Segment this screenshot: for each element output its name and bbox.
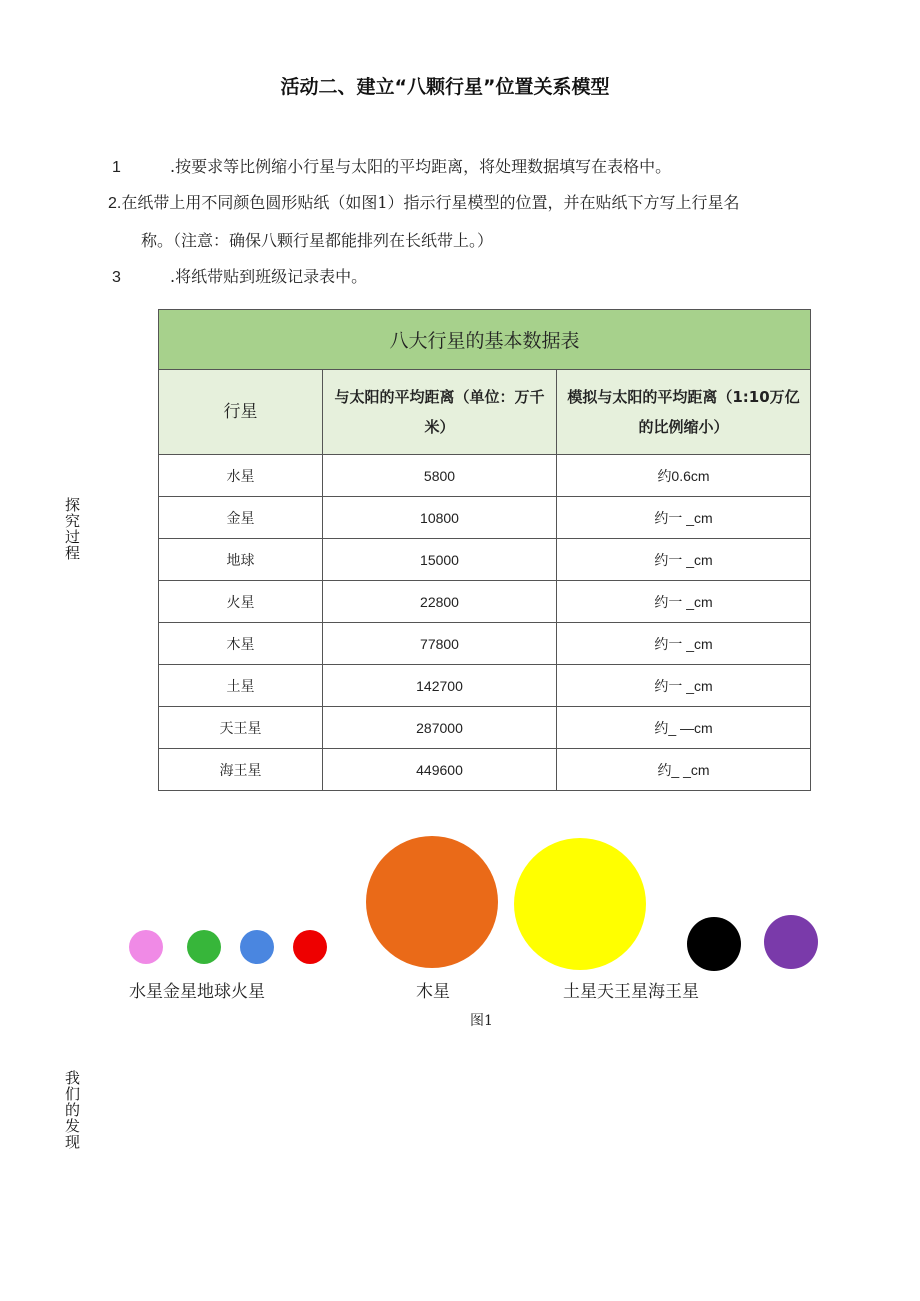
planet-scaled-distance[interactable]: 约一 _cm xyxy=(557,581,811,623)
planet-name: 天王星 xyxy=(159,707,323,749)
side-label-findings: 我们的发现 xyxy=(63,1070,81,1150)
step-1-text: .按要求等比例缩小行星与太阳的平均距离，将处理数据填写在表格中。 xyxy=(170,157,672,176)
side-label-process: 探究过程 xyxy=(63,497,81,561)
planet-distance: 5800 xyxy=(323,455,557,497)
table-row xyxy=(159,665,811,707)
jupiter-sticker xyxy=(366,836,498,968)
planet-distance: 287000 xyxy=(323,707,557,749)
step-2 xyxy=(108,190,740,213)
step-3-text: .将纸带贴到班级记录表中。 xyxy=(170,267,368,286)
planet-scaled-distance[interactable]: 约一 _cm xyxy=(557,665,811,707)
planet-name: 火星 xyxy=(159,581,323,623)
step-2-number: 2. xyxy=(108,195,122,212)
outer-planets-label: 土星天王星海王星 xyxy=(563,982,699,1002)
table-row xyxy=(159,539,811,581)
table-row xyxy=(159,623,811,665)
table-header-row xyxy=(159,370,811,455)
table-row xyxy=(159,581,811,623)
step-3 xyxy=(112,264,367,287)
step-1-number: 1 xyxy=(112,159,121,176)
table-row xyxy=(159,455,811,497)
header-planet: 行星 xyxy=(159,370,323,455)
planet-scaled-distance[interactable]: 约0.6cm xyxy=(557,455,811,497)
step-3-number: 3 xyxy=(112,269,121,286)
step-2-continuation: 称。（注意：确保八颗行星都能排列在长纸带上。） xyxy=(141,231,494,250)
planet-name: 土星 xyxy=(159,665,323,707)
planet-distance: 22800 xyxy=(323,581,557,623)
header-scaled-distance: 模拟与太阳的平均距离（1:10万亿的比例缩小） xyxy=(557,370,811,455)
planet-scaled-distance[interactable]: 约一 _cm xyxy=(557,623,811,665)
mercury-sticker xyxy=(129,930,163,964)
planet-scaled-distance[interactable]: 约_ _cm xyxy=(557,749,811,791)
table-caption: 八大行星的基本数据表 xyxy=(159,310,811,370)
planet-scaled-distance[interactable]: 约一 _cm xyxy=(557,539,811,581)
step-2-text: 在纸带上用不同颜色圆形贴纸（如图1）指示行星模型的位置，并在贴纸下方写上行星名 xyxy=(121,193,740,212)
planet-distance: 15000 xyxy=(323,539,557,581)
table-row xyxy=(159,749,811,791)
planet-name: 金星 xyxy=(159,497,323,539)
figure-caption: 图1 xyxy=(470,1013,493,1029)
planet-data-table xyxy=(158,309,811,791)
table-caption-row xyxy=(159,310,811,370)
inner-planets-label: 水星金星地球火星 xyxy=(129,982,265,1002)
planet-name: 地球 xyxy=(159,539,323,581)
planet-name: 海王星 xyxy=(159,749,323,791)
table-row xyxy=(159,497,811,539)
mars-sticker xyxy=(293,930,327,964)
planet-scaled-distance[interactable]: 约一 _cm xyxy=(557,497,811,539)
venus-sticker xyxy=(187,930,221,964)
planet-scaled-distance[interactable]: 约_ —cm xyxy=(557,707,811,749)
step-1 xyxy=(112,154,671,177)
planet-name: 木星 xyxy=(159,623,323,665)
planet-distance: 142700 xyxy=(323,665,557,707)
earth-sticker xyxy=(240,930,274,964)
planet-name: 水星 xyxy=(159,455,323,497)
uranus-sticker xyxy=(687,917,741,971)
planet-distance: 77800 xyxy=(323,623,557,665)
header-distance: 与太阳的平均距离（单位：万千米） xyxy=(323,370,557,455)
page-title: 活动二、建立“八颗行星”位置关系模型 xyxy=(280,76,610,98)
planet-distance: 10800 xyxy=(323,497,557,539)
saturn-sticker xyxy=(514,838,646,970)
planet-distance: 449600 xyxy=(323,749,557,791)
neptune-sticker xyxy=(764,915,818,969)
table-row xyxy=(159,707,811,749)
jupiter-label: 木星 xyxy=(416,982,450,1002)
